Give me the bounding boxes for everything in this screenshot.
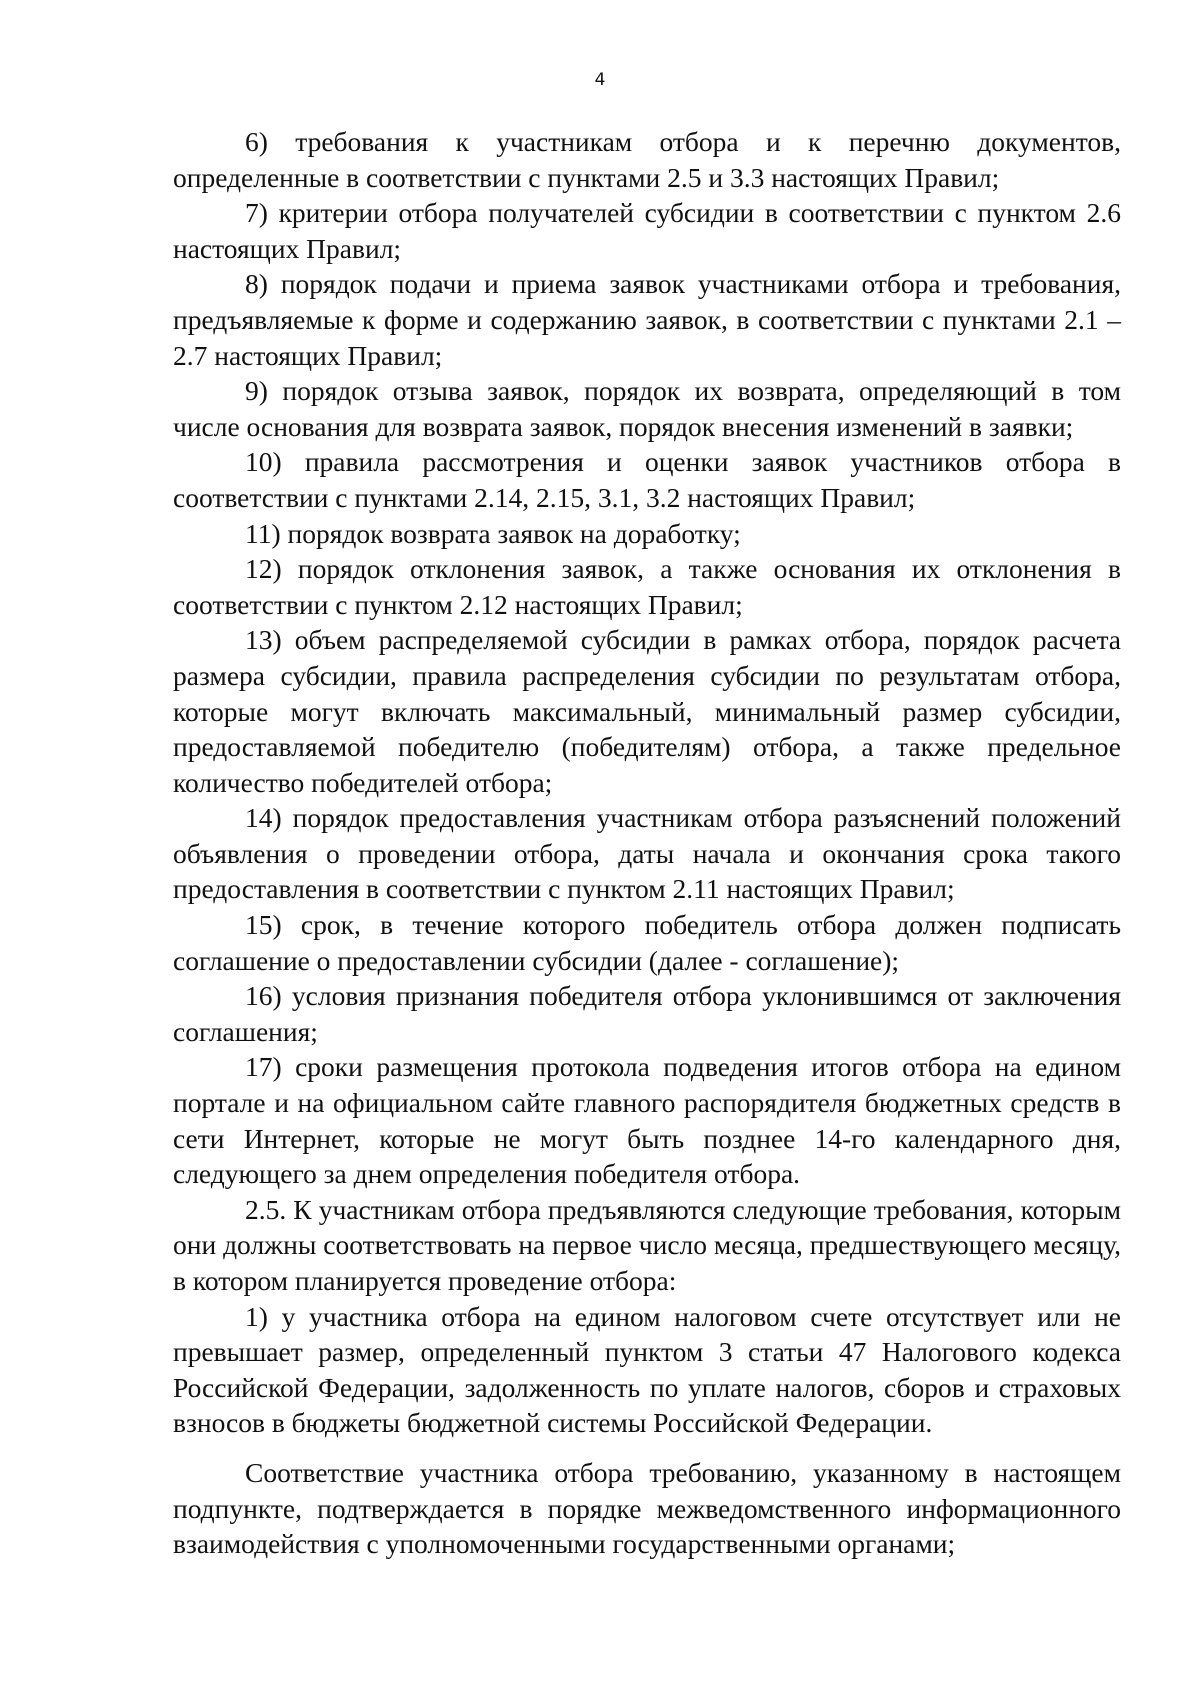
document-body (173, 124, 1121, 1562)
paragraph-item-16: 16) условия признания победителя отбора уклонившимся от заключения соглашения; (173, 980, 1121, 1047)
paragraph-item-11: 11) порядок возврата заявок на доработку; (245, 517, 741, 549)
paragraph-item-14: 14) порядок предоставления участникам отбора разъяснений положений объявления о проведении отбора, даты начала и окончания срока такого предоставления в соответствии с пунктом 2.11 настоящих Правил; (173, 802, 1121, 905)
paragraph-section-2-5: 2.5. К участникам отбора предъявляются следующие требования, которым они должны соответствовать на первое число месяца, предшествующего месяцу, в котором планируется проведение отбора: (173, 1193, 1121, 1296)
paragraph-item-6: 6) требования к участникам отбора и к перечню документов, определенные в соответствии с пунктами 2.5 и 3.3 настоящих Правил; (173, 126, 1121, 193)
paragraph-item-15: 15) срок, в течение которого победитель отбора должен подписать соглашение о предоставлении субсидии (далее - соглашение); (173, 909, 1121, 976)
paragraph-item-13: 13) объем распределяемой субсидии в рамках отбора, порядок расчета размера субсидии, правила распределения субсидии по результатам отбора, которые могут включать максимальный, минимальный размер субсидии, предоставляемой победителю (победителям) отбора, а также предельное количество победителей отбора; (173, 624, 1121, 798)
paragraph-item-17: 17) сроки размещения протокола подведения итогов отбора на едином портале и на официальном сайте главного распорядителя бюджетных средств в сети Интернет, которые не могут быть позднее 14-го календарного дня, следующего за днем определения победителя отбора. (173, 1051, 1121, 1190)
paragraph-requirement-1: 1) у участника отбора на едином налоговом счете отсутствует или не превышает размер, определенный пунктом 3 статьи 47 Налогового кодекса Российской Федерации, задолженность по уплате налогов, сборов и страховых взносов в бюджеты бюджетной системы Российской Федерации. (173, 1300, 1121, 1439)
paragraph-item-9: 9) порядок отзыва заявок, порядок их возврата, определяющий в том числе основания для возврата заявок, порядок внесения изменений в заявки; (173, 375, 1121, 442)
page-number: 4 (594, 70, 606, 90)
paragraph-item-8: 8) порядок подачи и приема заявок участниками отбора и требования, предъявляемые к форме и содержанию заявок, в соответствии с пунктами 2.1 – 2.7 настоящих Правил; (173, 268, 1121, 371)
paragraph-item-7: 7) критерии отбора получателей субсидии в соответствии с пунктом 2.6 настоящих Правил; (173, 197, 1121, 264)
paragraph-compliance-note: Соответствие участника отбора требованию, указанному в настоящем подпункте, подтверждается в порядке межведомственного информационного взаимодействия с уполномоченными государственными органами; (173, 1456, 1121, 1560)
paragraph-item-12: 12) порядок отклонения заявок, а также основания их отклонения в соответствии с пунктом 2.12 настоящих Правил; (173, 553, 1121, 620)
paragraph-item-10: 10) правила рассмотрения и оценки заявок участников отбора в соответствии с пунктами 2.14, 2.15, 3.1, 3.2 настоящих Правил; (173, 446, 1121, 513)
